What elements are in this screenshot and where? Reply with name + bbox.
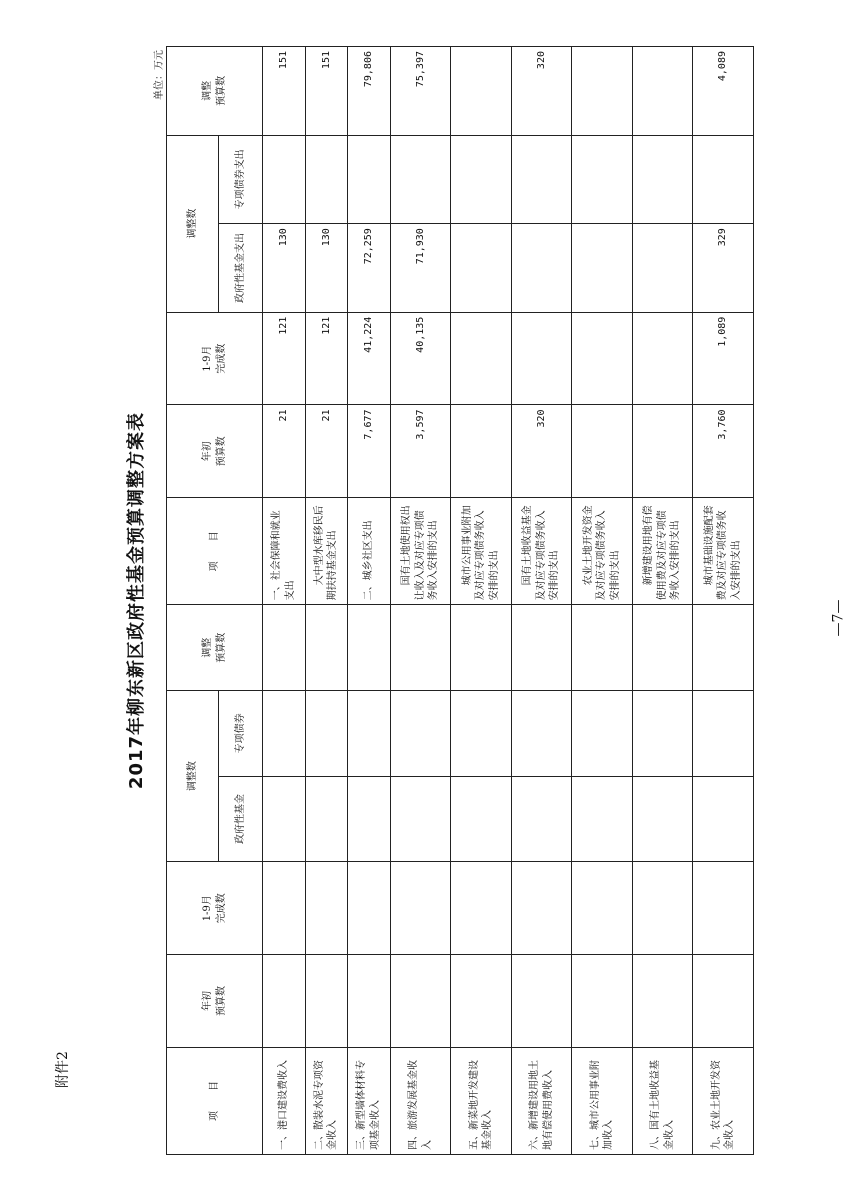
header-expense-item: 项 目	[167, 498, 263, 605]
expense-completed: 1,089	[693, 312, 754, 405]
expense-initial: 3,760	[693, 405, 754, 498]
expense-special-bond	[572, 135, 633, 224]
header-expense-initial: 年初 预算数	[167, 405, 263, 498]
expense-initial	[451, 405, 512, 498]
table-row	[572, 47, 633, 1155]
expense-gov-fund: 130	[305, 224, 348, 313]
expense-item: 二、城乡社区支出	[348, 498, 391, 605]
expense-special-bond	[305, 135, 348, 224]
expense-special-bond	[451, 135, 512, 224]
header-income-item: 项 目	[167, 1047, 263, 1154]
expense-initial	[632, 405, 693, 498]
expense-adjusted: 75,397	[390, 47, 451, 136]
income-item: 五、新菜地开发建设基金收入	[451, 1047, 512, 1154]
header-income-adjusted: 调整 预算数	[167, 605, 263, 691]
expense-adjusted: 151	[305, 47, 348, 136]
expense-adjusted: 79,806	[348, 47, 391, 136]
expense-special-bond	[632, 135, 693, 224]
header-income-adjustment: 调整数	[167, 691, 219, 862]
header-expense-adjusted: 调整 预算数	[167, 47, 263, 136]
expense-item: 一、社会保障和就业支出	[263, 498, 306, 605]
header-income-initial: 年初 预算数	[167, 955, 263, 1048]
page-number: —7—	[830, 599, 847, 637]
page-title: 2017年柳东新区政府性基金预算调整方案表	[126, 411, 147, 790]
expense-item: 新增建设用地有偿使用费及对应专项债务收入安排的支出	[632, 498, 693, 605]
table-row	[451, 47, 512, 1155]
expense-gov-fund: 72,259	[348, 224, 391, 313]
table-row	[348, 47, 391, 1155]
income-item: 二、散装水泥专项资金收入	[305, 1047, 348, 1154]
expense-gov-fund: 329	[693, 224, 754, 313]
header-income-completed: 1-9月 完成数	[167, 862, 263, 955]
table-row	[632, 47, 693, 1155]
expense-initial: 3,597	[390, 405, 451, 498]
income-item: 九、农业土地开发资金收入	[693, 1047, 754, 1154]
table-row	[693, 47, 754, 1155]
header-expense-gov-fund: 政府性基金支出	[219, 224, 263, 313]
expense-initial: 320	[511, 405, 572, 498]
budget-sheet	[122, 46, 755, 1155]
income-item: 八、国有土地收益基金收入	[632, 1047, 693, 1154]
expense-completed: 121	[263, 312, 306, 405]
expense-initial: 7,677	[348, 405, 391, 498]
expense-special-bond	[390, 135, 451, 224]
table-row	[390, 47, 451, 1155]
budget-table	[166, 46, 754, 1155]
table-row	[511, 47, 572, 1155]
expense-special-bond	[263, 135, 306, 224]
expense-gov-fund	[511, 224, 572, 313]
expense-gov-fund	[632, 224, 693, 313]
expense-completed: 41,224	[348, 312, 391, 405]
unit-label: 单位：万元	[154, 50, 165, 100]
expense-initial	[572, 405, 633, 498]
expense-gov-fund	[451, 224, 512, 313]
expense-completed	[451, 312, 512, 405]
expense-adjusted	[572, 47, 633, 136]
header-expense-special-bond: 专项债券支出	[219, 135, 263, 224]
header-income-special-bond: 专项债券	[219, 691, 263, 777]
expense-gov-fund: 71,930	[390, 224, 451, 313]
expense-item: 国有土地收益基金及对应专项债务收入安排的支出	[511, 498, 572, 605]
expense-initial: 21	[263, 405, 306, 498]
expense-special-bond	[511, 135, 572, 224]
income-item: 四、旅游发展基金收入	[390, 1047, 451, 1154]
expense-adjusted	[632, 47, 693, 136]
expense-gov-fund	[572, 224, 633, 313]
income-item: 六、新增建设用地土地有偿使用费收入	[511, 1047, 572, 1154]
expense-item: 国有土地使用权出让收入及对应专项债务收入安排的支出	[390, 498, 451, 605]
expense-item: 城市基础设施配套费及对应专项债务收入安排的支出	[693, 498, 754, 605]
annex-label: 附件2	[55, 1051, 71, 1088]
expense-adjusted: 320	[511, 47, 572, 136]
expense-item: 大中型水库移民后期扶持基金支出	[305, 498, 348, 605]
income-item: 三、新型墙体材料专项基金收入	[348, 1047, 391, 1154]
expense-completed: 121	[305, 312, 348, 405]
header-expense-adjustment: 调整数	[167, 135, 219, 312]
expense-adjusted: 4,089	[693, 47, 754, 136]
expense-special-bond	[348, 135, 391, 224]
table-row	[305, 47, 348, 1155]
expense-initial: 21	[305, 405, 348, 498]
income-item: 一、港口建设费收入	[263, 1047, 306, 1154]
expense-adjusted	[451, 47, 512, 136]
table-row	[263, 47, 306, 1155]
expense-item: 农业土地开发资金及对应专项债务收入安排的支出	[572, 498, 633, 605]
expense-completed: 40,135	[390, 312, 451, 405]
income-item: 七、城市公用事业附加收入	[572, 1047, 633, 1154]
expense-completed	[511, 312, 572, 405]
expense-completed	[572, 312, 633, 405]
expense-gov-fund: 130	[263, 224, 306, 313]
expense-completed	[632, 312, 693, 405]
expense-item: 城市公用事业附加及对应专项债务收入安排的支出	[451, 498, 512, 605]
header-income-gov-fund: 政府性基金	[219, 776, 263, 862]
expense-adjusted: 151	[263, 47, 306, 136]
header-expense-completed: 1-9月 完成数	[167, 312, 263, 405]
expense-special-bond	[693, 135, 754, 224]
